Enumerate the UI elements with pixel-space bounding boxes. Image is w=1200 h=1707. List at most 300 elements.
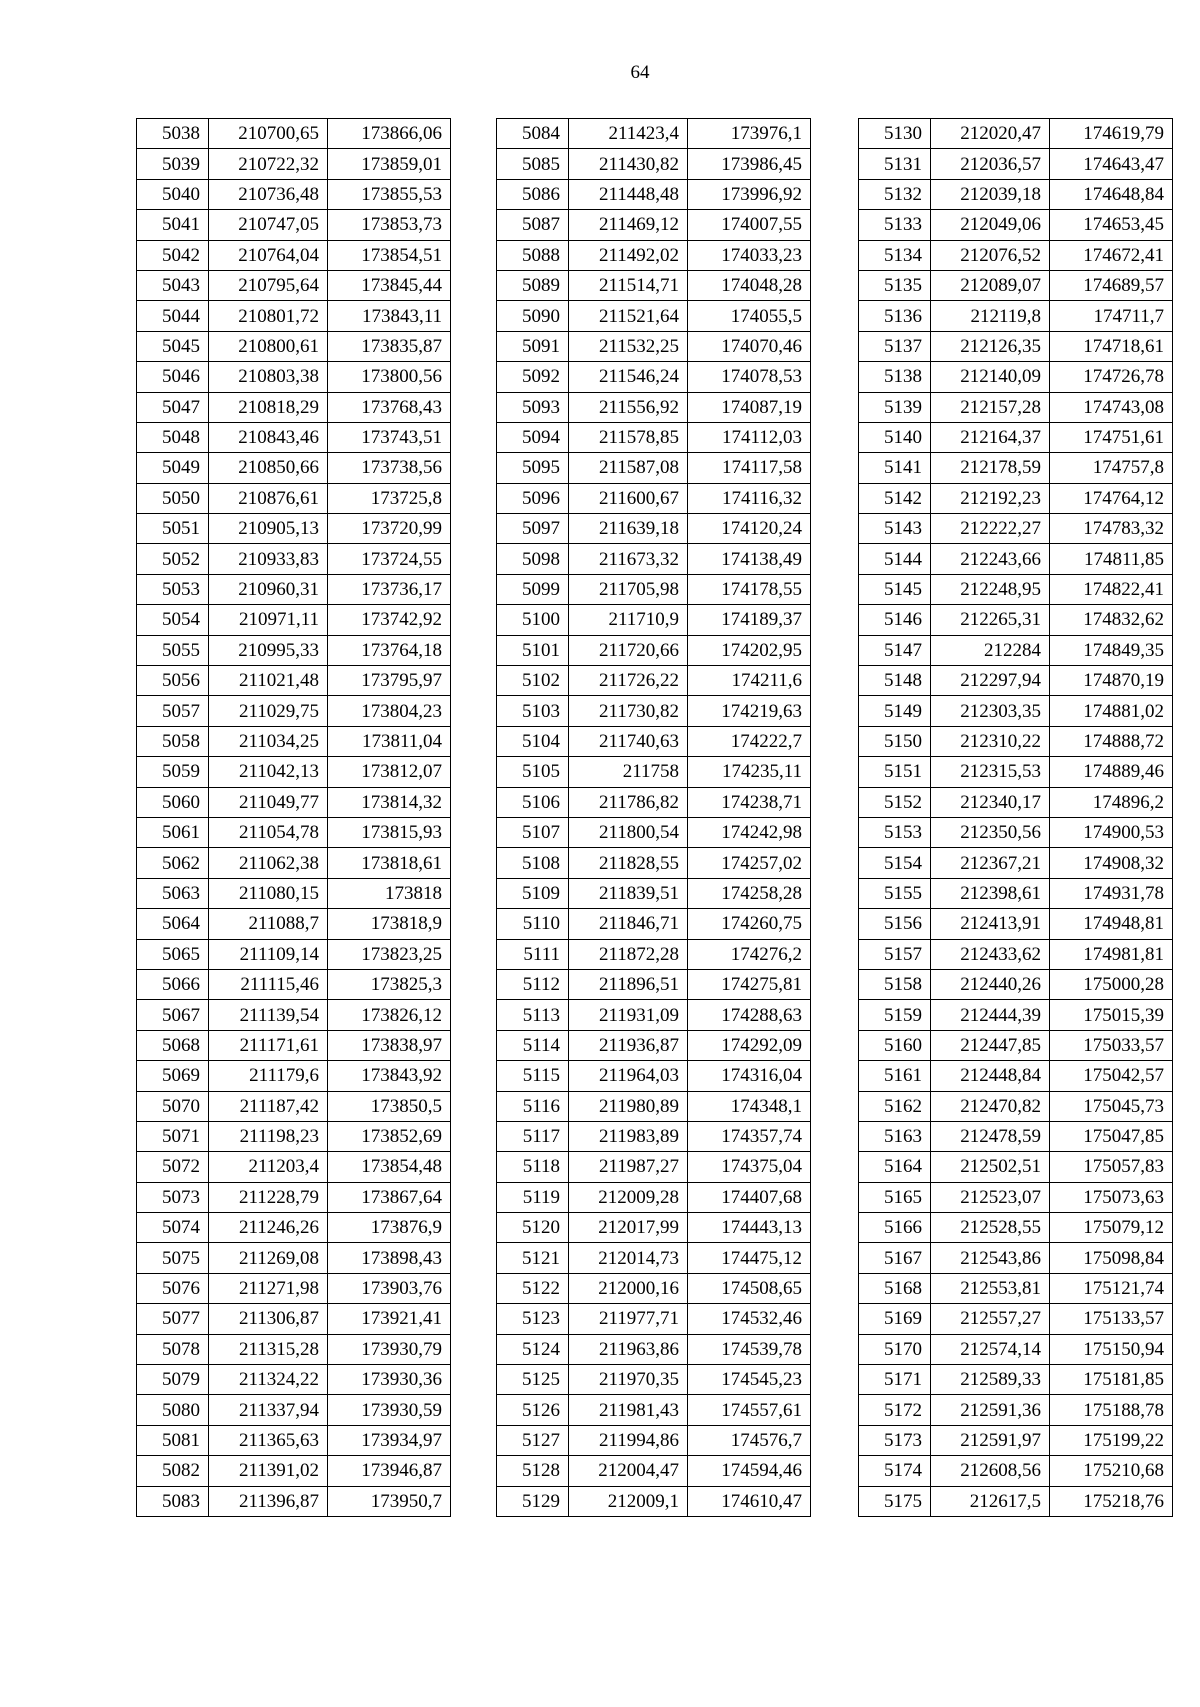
table-row bbox=[497, 301, 811, 331]
point-number-cell: 5049 bbox=[137, 453, 209, 483]
x-coordinate-cell: 211730,82 bbox=[569, 696, 688, 726]
x-coordinate-cell: 212297,94 bbox=[931, 666, 1050, 696]
table-row bbox=[137, 1334, 451, 1364]
table-row bbox=[497, 1425, 811, 1455]
y-coordinate-cell: 173736,17 bbox=[328, 574, 451, 604]
coordinates-table-1 bbox=[136, 118, 451, 1517]
x-coordinate-cell: 211936,87 bbox=[569, 1030, 688, 1060]
x-coordinate-cell: 212557,27 bbox=[931, 1304, 1050, 1334]
y-coordinate-cell: 173814,32 bbox=[328, 787, 451, 817]
y-coordinate-cell: 175098,84 bbox=[1050, 1243, 1173, 1273]
table-row bbox=[497, 817, 811, 847]
x-coordinate-cell: 212608,56 bbox=[931, 1456, 1050, 1486]
x-coordinate-cell: 211315,28 bbox=[209, 1334, 328, 1364]
x-coordinate-cell: 211705,98 bbox=[569, 574, 688, 604]
y-coordinate-cell: 175042,57 bbox=[1050, 1061, 1173, 1091]
point-number-cell: 5166 bbox=[859, 1213, 931, 1243]
point-number-cell: 5106 bbox=[497, 787, 569, 817]
point-number-cell: 5039 bbox=[137, 149, 209, 179]
table-row bbox=[497, 1121, 811, 1151]
x-coordinate-cell: 211546,24 bbox=[569, 362, 688, 392]
point-number-cell: 5134 bbox=[859, 240, 931, 270]
point-number-cell: 5151 bbox=[859, 757, 931, 787]
table-row bbox=[859, 1061, 1173, 1091]
y-coordinate-cell: 174375,04 bbox=[688, 1152, 811, 1182]
table-row bbox=[137, 119, 451, 149]
y-coordinate-cell: 175045,73 bbox=[1050, 1091, 1173, 1121]
point-number-cell: 5097 bbox=[497, 514, 569, 544]
x-coordinate-cell: 212164,37 bbox=[931, 422, 1050, 452]
x-coordinate-cell: 211977,71 bbox=[569, 1304, 688, 1334]
x-coordinate-cell: 211963,86 bbox=[569, 1334, 688, 1364]
y-coordinate-cell: 173811,04 bbox=[328, 726, 451, 756]
point-number-cell: 5048 bbox=[137, 422, 209, 452]
table-row bbox=[497, 240, 811, 270]
table-row bbox=[137, 270, 451, 300]
y-coordinate-cell: 174539,78 bbox=[688, 1334, 811, 1364]
x-coordinate-cell: 211600,67 bbox=[569, 483, 688, 513]
point-number-cell: 5165 bbox=[859, 1182, 931, 1212]
y-coordinate-cell: 174238,71 bbox=[688, 787, 811, 817]
y-coordinate-cell: 174870,19 bbox=[1050, 666, 1173, 696]
point-number-cell: 5150 bbox=[859, 726, 931, 756]
y-coordinate-cell: 173930,36 bbox=[328, 1365, 451, 1395]
table-row bbox=[497, 1243, 811, 1273]
table-row bbox=[497, 1456, 811, 1486]
y-coordinate-cell: 174672,41 bbox=[1050, 240, 1173, 270]
point-number-cell: 5074 bbox=[137, 1213, 209, 1243]
point-number-cell: 5153 bbox=[859, 817, 931, 847]
y-coordinate-cell: 174643,47 bbox=[1050, 149, 1173, 179]
point-number-cell: 5080 bbox=[137, 1395, 209, 1425]
point-number-cell: 5079 bbox=[137, 1365, 209, 1395]
x-coordinate-cell: 212447,85 bbox=[931, 1030, 1050, 1060]
point-number-cell: 5099 bbox=[497, 574, 569, 604]
x-coordinate-cell: 211021,48 bbox=[209, 666, 328, 696]
point-number-cell: 5108 bbox=[497, 848, 569, 878]
table-row bbox=[137, 939, 451, 969]
y-coordinate-cell: 174292,09 bbox=[688, 1030, 811, 1060]
point-number-cell: 5091 bbox=[497, 331, 569, 361]
y-coordinate-cell: 175121,74 bbox=[1050, 1273, 1173, 1303]
x-coordinate-cell: 211532,25 bbox=[569, 331, 688, 361]
x-coordinate-cell: 212315,53 bbox=[931, 757, 1050, 787]
point-number-cell: 5055 bbox=[137, 635, 209, 665]
y-coordinate-cell: 173743,51 bbox=[328, 422, 451, 452]
y-coordinate-cell: 175033,57 bbox=[1050, 1030, 1173, 1060]
x-coordinate-cell: 210736,48 bbox=[209, 179, 328, 209]
point-number-cell: 5122 bbox=[497, 1273, 569, 1303]
table-row bbox=[497, 1486, 811, 1516]
point-number-cell: 5057 bbox=[137, 696, 209, 726]
table-row bbox=[497, 362, 811, 392]
x-coordinate-cell: 211521,64 bbox=[569, 301, 688, 331]
table-row bbox=[859, 848, 1173, 878]
y-coordinate-cell: 174689,57 bbox=[1050, 270, 1173, 300]
table-row bbox=[859, 270, 1173, 300]
table-row bbox=[137, 1273, 451, 1303]
y-coordinate-cell: 174889,46 bbox=[1050, 757, 1173, 787]
point-number-cell: 5119 bbox=[497, 1182, 569, 1212]
y-coordinate-cell: 173742,92 bbox=[328, 605, 451, 635]
table-row bbox=[137, 969, 451, 999]
x-coordinate-cell: 211994,86 bbox=[569, 1425, 688, 1455]
table-row bbox=[859, 1334, 1173, 1364]
table-row bbox=[497, 1000, 811, 1030]
y-coordinate-cell: 175015,39 bbox=[1050, 1000, 1173, 1030]
y-coordinate-cell: 174948,81 bbox=[1050, 909, 1173, 939]
x-coordinate-cell: 211034,25 bbox=[209, 726, 328, 756]
y-coordinate-cell: 174443,13 bbox=[688, 1213, 811, 1243]
table-row bbox=[497, 1061, 811, 1091]
x-coordinate-cell: 210801,72 bbox=[209, 301, 328, 331]
y-coordinate-cell: 174849,35 bbox=[1050, 635, 1173, 665]
point-number-cell: 5133 bbox=[859, 210, 931, 240]
table-row bbox=[497, 483, 811, 513]
x-coordinate-cell: 212039,18 bbox=[931, 179, 1050, 209]
point-number-cell: 5175 bbox=[859, 1486, 931, 1516]
point-number-cell: 5144 bbox=[859, 544, 931, 574]
table-row bbox=[137, 666, 451, 696]
y-coordinate-cell: 175188,78 bbox=[1050, 1395, 1173, 1425]
y-coordinate-cell: 174033,23 bbox=[688, 240, 811, 270]
point-number-cell: 5042 bbox=[137, 240, 209, 270]
point-number-cell: 5105 bbox=[497, 757, 569, 787]
y-coordinate-cell: 174576,7 bbox=[688, 1425, 811, 1455]
y-coordinate-cell: 173855,53 bbox=[328, 179, 451, 209]
table-row bbox=[137, 817, 451, 847]
x-coordinate-cell: 211324,22 bbox=[209, 1365, 328, 1395]
y-coordinate-cell: 173854,48 bbox=[328, 1152, 451, 1182]
table-row bbox=[497, 909, 811, 939]
point-number-cell: 5072 bbox=[137, 1152, 209, 1182]
y-coordinate-cell: 173812,07 bbox=[328, 757, 451, 787]
x-coordinate-cell: 212000,16 bbox=[569, 1273, 688, 1303]
table-row bbox=[137, 453, 451, 483]
point-number-cell: 5100 bbox=[497, 605, 569, 635]
point-number-cell: 5169 bbox=[859, 1304, 931, 1334]
y-coordinate-cell: 175199,22 bbox=[1050, 1425, 1173, 1455]
y-coordinate-cell: 173764,18 bbox=[328, 635, 451, 665]
y-coordinate-cell: 174648,84 bbox=[1050, 179, 1173, 209]
table-row bbox=[137, 301, 451, 331]
table-row bbox=[859, 1152, 1173, 1182]
x-coordinate-cell: 212020,47 bbox=[931, 119, 1050, 149]
x-coordinate-cell: 210843,46 bbox=[209, 422, 328, 452]
y-coordinate-cell: 173818 bbox=[328, 878, 451, 908]
y-coordinate-cell: 173720,99 bbox=[328, 514, 451, 544]
y-coordinate-cell: 174116,32 bbox=[688, 483, 811, 513]
table-row bbox=[497, 969, 811, 999]
x-coordinate-cell: 211970,35 bbox=[569, 1365, 688, 1395]
x-coordinate-cell: 212413,91 bbox=[931, 909, 1050, 939]
x-coordinate-cell: 211080,15 bbox=[209, 878, 328, 908]
y-coordinate-cell: 173738,56 bbox=[328, 453, 451, 483]
x-coordinate-cell: 211964,03 bbox=[569, 1061, 688, 1091]
y-coordinate-cell: 173876,9 bbox=[328, 1213, 451, 1243]
table-row bbox=[497, 757, 811, 787]
x-coordinate-cell: 210971,11 bbox=[209, 605, 328, 635]
table-row bbox=[137, 1395, 451, 1425]
point-number-cell: 5114 bbox=[497, 1030, 569, 1060]
y-coordinate-cell: 174078,53 bbox=[688, 362, 811, 392]
y-coordinate-cell: 174235,11 bbox=[688, 757, 811, 787]
y-coordinate-cell: 174619,79 bbox=[1050, 119, 1173, 149]
x-coordinate-cell: 211042,13 bbox=[209, 757, 328, 787]
page-number: 64 bbox=[630, 62, 650, 83]
point-number-cell: 5083 bbox=[137, 1486, 209, 1516]
y-coordinate-cell: 174316,04 bbox=[688, 1061, 811, 1091]
table-row bbox=[497, 1304, 811, 1334]
table-row bbox=[137, 210, 451, 240]
table-row bbox=[137, 1486, 451, 1516]
x-coordinate-cell: 211981,43 bbox=[569, 1395, 688, 1425]
y-coordinate-cell: 173838,97 bbox=[328, 1030, 451, 1060]
x-coordinate-cell: 212433,62 bbox=[931, 939, 1050, 969]
y-coordinate-cell: 174594,46 bbox=[688, 1456, 811, 1486]
point-number-cell: 5148 bbox=[859, 666, 931, 696]
x-coordinate-cell: 211049,77 bbox=[209, 787, 328, 817]
table-row bbox=[859, 179, 1173, 209]
y-coordinate-cell: 174007,55 bbox=[688, 210, 811, 240]
point-number-cell: 5159 bbox=[859, 1000, 931, 1030]
table-row bbox=[497, 179, 811, 209]
y-coordinate-cell: 174087,19 bbox=[688, 392, 811, 422]
table-row bbox=[859, 817, 1173, 847]
table-row bbox=[497, 635, 811, 665]
x-coordinate-cell: 211203,4 bbox=[209, 1152, 328, 1182]
table-row bbox=[859, 422, 1173, 452]
x-coordinate-cell: 210803,38 bbox=[209, 362, 328, 392]
point-number-cell: 5041 bbox=[137, 210, 209, 240]
point-number-cell: 5112 bbox=[497, 969, 569, 999]
x-coordinate-cell: 212009,28 bbox=[569, 1182, 688, 1212]
table-row bbox=[859, 1121, 1173, 1151]
y-coordinate-cell: 175133,57 bbox=[1050, 1304, 1173, 1334]
y-coordinate-cell: 173854,51 bbox=[328, 240, 451, 270]
x-coordinate-cell: 211872,28 bbox=[569, 939, 688, 969]
point-number-cell: 5152 bbox=[859, 787, 931, 817]
y-coordinate-cell: 173930,79 bbox=[328, 1334, 451, 1364]
table-row bbox=[497, 331, 811, 361]
point-number-cell: 5168 bbox=[859, 1273, 931, 1303]
table-row bbox=[859, 210, 1173, 240]
y-coordinate-cell: 174219,63 bbox=[688, 696, 811, 726]
y-coordinate-cell: 174532,46 bbox=[688, 1304, 811, 1334]
x-coordinate-cell: 212502,51 bbox=[931, 1152, 1050, 1182]
table-row bbox=[137, 1030, 451, 1060]
y-coordinate-cell: 173818,9 bbox=[328, 909, 451, 939]
x-coordinate-cell: 211171,61 bbox=[209, 1030, 328, 1060]
x-coordinate-cell: 210995,33 bbox=[209, 635, 328, 665]
x-coordinate-cell: 210800,61 bbox=[209, 331, 328, 361]
point-number-cell: 5067 bbox=[137, 1000, 209, 1030]
y-coordinate-cell: 173853,73 bbox=[328, 210, 451, 240]
point-number-cell: 5076 bbox=[137, 1273, 209, 1303]
x-coordinate-cell: 212591,97 bbox=[931, 1425, 1050, 1455]
table-row bbox=[859, 696, 1173, 726]
table-row bbox=[859, 574, 1173, 604]
y-coordinate-cell: 174757,8 bbox=[1050, 453, 1173, 483]
y-coordinate-cell: 174888,72 bbox=[1050, 726, 1173, 756]
x-coordinate-cell: 210905,13 bbox=[209, 514, 328, 544]
x-coordinate-cell: 212574,14 bbox=[931, 1334, 1050, 1364]
table-row bbox=[497, 878, 811, 908]
y-coordinate-cell: 174055,5 bbox=[688, 301, 811, 331]
point-number-cell: 5163 bbox=[859, 1121, 931, 1151]
x-coordinate-cell: 211430,82 bbox=[569, 149, 688, 179]
y-coordinate-cell: 175150,94 bbox=[1050, 1334, 1173, 1364]
table-row bbox=[137, 1456, 451, 1486]
x-coordinate-cell: 211269,08 bbox=[209, 1243, 328, 1273]
point-number-cell: 5155 bbox=[859, 878, 931, 908]
x-coordinate-cell: 211587,08 bbox=[569, 453, 688, 483]
point-number-cell: 5040 bbox=[137, 179, 209, 209]
point-number-cell: 5164 bbox=[859, 1152, 931, 1182]
point-number-cell: 5160 bbox=[859, 1030, 931, 1060]
point-number-cell: 5138 bbox=[859, 362, 931, 392]
point-number-cell: 5109 bbox=[497, 878, 569, 908]
table-row bbox=[497, 1091, 811, 1121]
point-number-cell: 5172 bbox=[859, 1395, 931, 1425]
x-coordinate-cell: 211423,4 bbox=[569, 119, 688, 149]
table-row bbox=[859, 483, 1173, 513]
table-row bbox=[859, 969, 1173, 999]
point-number-cell: 5061 bbox=[137, 817, 209, 847]
table-row bbox=[497, 392, 811, 422]
x-coordinate-cell: 211839,51 bbox=[569, 878, 688, 908]
point-number-cell: 5065 bbox=[137, 939, 209, 969]
x-coordinate-cell: 211931,09 bbox=[569, 1000, 688, 1030]
x-coordinate-cell: 211846,71 bbox=[569, 909, 688, 939]
coordinates-table-2 bbox=[496, 118, 811, 1517]
x-coordinate-cell: 212543,86 bbox=[931, 1243, 1050, 1273]
point-number-cell: 5058 bbox=[137, 726, 209, 756]
x-coordinate-cell: 211673,32 bbox=[569, 544, 688, 574]
y-coordinate-cell: 173852,69 bbox=[328, 1121, 451, 1151]
point-number-cell: 5111 bbox=[497, 939, 569, 969]
x-coordinate-cell: 212009,1 bbox=[569, 1486, 688, 1516]
table-row bbox=[137, 1000, 451, 1030]
x-coordinate-cell: 212350,56 bbox=[931, 817, 1050, 847]
point-number-cell: 5043 bbox=[137, 270, 209, 300]
y-coordinate-cell: 173724,55 bbox=[328, 544, 451, 574]
y-coordinate-cell: 173800,56 bbox=[328, 362, 451, 392]
y-coordinate-cell: 174112,03 bbox=[688, 422, 811, 452]
point-number-cell: 5054 bbox=[137, 605, 209, 635]
y-coordinate-cell: 174222,7 bbox=[688, 726, 811, 756]
table-row bbox=[137, 574, 451, 604]
point-number-cell: 5128 bbox=[497, 1456, 569, 1486]
y-coordinate-cell: 173850,5 bbox=[328, 1091, 451, 1121]
point-number-cell: 5121 bbox=[497, 1243, 569, 1273]
y-coordinate-cell: 174557,61 bbox=[688, 1395, 811, 1425]
y-coordinate-cell: 173725,8 bbox=[328, 483, 451, 513]
x-coordinate-cell: 212119,8 bbox=[931, 301, 1050, 331]
point-number-cell: 5059 bbox=[137, 757, 209, 787]
table-row bbox=[497, 514, 811, 544]
y-coordinate-cell: 173823,25 bbox=[328, 939, 451, 969]
table-row bbox=[859, 1091, 1173, 1121]
y-coordinate-cell: 174189,37 bbox=[688, 605, 811, 635]
x-coordinate-cell: 212617,5 bbox=[931, 1486, 1050, 1516]
y-coordinate-cell: 174718,61 bbox=[1050, 331, 1173, 361]
table-row bbox=[859, 605, 1173, 635]
table-row bbox=[859, 301, 1173, 331]
point-number-cell: 5075 bbox=[137, 1243, 209, 1273]
point-number-cell: 5098 bbox=[497, 544, 569, 574]
point-number-cell: 5066 bbox=[137, 969, 209, 999]
point-number-cell: 5101 bbox=[497, 635, 569, 665]
table-row bbox=[859, 1304, 1173, 1334]
table-row bbox=[497, 1152, 811, 1182]
x-coordinate-cell: 212440,26 bbox=[931, 969, 1050, 999]
x-coordinate-cell: 211740,63 bbox=[569, 726, 688, 756]
y-coordinate-cell: 175057,83 bbox=[1050, 1152, 1173, 1182]
table-row bbox=[137, 392, 451, 422]
table-row bbox=[137, 240, 451, 270]
table-row bbox=[497, 848, 811, 878]
y-coordinate-cell: 173768,43 bbox=[328, 392, 451, 422]
table-row bbox=[137, 544, 451, 574]
table-row bbox=[497, 119, 811, 149]
table-row bbox=[137, 848, 451, 878]
y-coordinate-cell: 173946,87 bbox=[328, 1456, 451, 1486]
table-row bbox=[497, 1273, 811, 1303]
table-row bbox=[137, 635, 451, 665]
point-number-cell: 5087 bbox=[497, 210, 569, 240]
table-row bbox=[137, 909, 451, 939]
y-coordinate-cell: 173921,41 bbox=[328, 1304, 451, 1334]
y-coordinate-cell: 174260,75 bbox=[688, 909, 811, 939]
x-coordinate-cell: 211758 bbox=[569, 757, 688, 787]
y-coordinate-cell: 173898,43 bbox=[328, 1243, 451, 1273]
x-coordinate-cell: 211306,87 bbox=[209, 1304, 328, 1334]
table-row bbox=[859, 392, 1173, 422]
y-coordinate-cell: 174257,02 bbox=[688, 848, 811, 878]
y-coordinate-cell: 173976,1 bbox=[688, 119, 811, 149]
x-coordinate-cell: 210722,32 bbox=[209, 149, 328, 179]
y-coordinate-cell: 173867,64 bbox=[328, 1182, 451, 1212]
table-row bbox=[497, 1213, 811, 1243]
y-coordinate-cell: 175079,12 bbox=[1050, 1213, 1173, 1243]
x-coordinate-cell: 212478,59 bbox=[931, 1121, 1050, 1151]
x-coordinate-cell: 211246,26 bbox=[209, 1213, 328, 1243]
table-row bbox=[497, 210, 811, 240]
x-coordinate-cell: 210933,83 bbox=[209, 544, 328, 574]
point-number-cell: 5161 bbox=[859, 1061, 931, 1091]
x-coordinate-cell: 212310,22 bbox=[931, 726, 1050, 756]
point-number-cell: 5078 bbox=[137, 1334, 209, 1364]
y-coordinate-cell: 175210,68 bbox=[1050, 1456, 1173, 1486]
y-coordinate-cell: 174743,08 bbox=[1050, 392, 1173, 422]
x-coordinate-cell: 211514,71 bbox=[569, 270, 688, 300]
y-coordinate-cell: 174120,24 bbox=[688, 514, 811, 544]
point-number-cell: 5050 bbox=[137, 483, 209, 513]
x-coordinate-cell: 211187,42 bbox=[209, 1091, 328, 1121]
point-number-cell: 5118 bbox=[497, 1152, 569, 1182]
table-row bbox=[137, 1304, 451, 1334]
point-number-cell: 5143 bbox=[859, 514, 931, 544]
point-number-cell: 5127 bbox=[497, 1425, 569, 1455]
table-row bbox=[497, 726, 811, 756]
y-coordinate-cell: 174545,23 bbox=[688, 1365, 811, 1395]
table-row bbox=[497, 1365, 811, 1395]
x-coordinate-cell: 211365,63 bbox=[209, 1425, 328, 1455]
y-coordinate-cell: 173859,01 bbox=[328, 149, 451, 179]
point-number-cell: 5123 bbox=[497, 1304, 569, 1334]
table-row bbox=[859, 331, 1173, 361]
